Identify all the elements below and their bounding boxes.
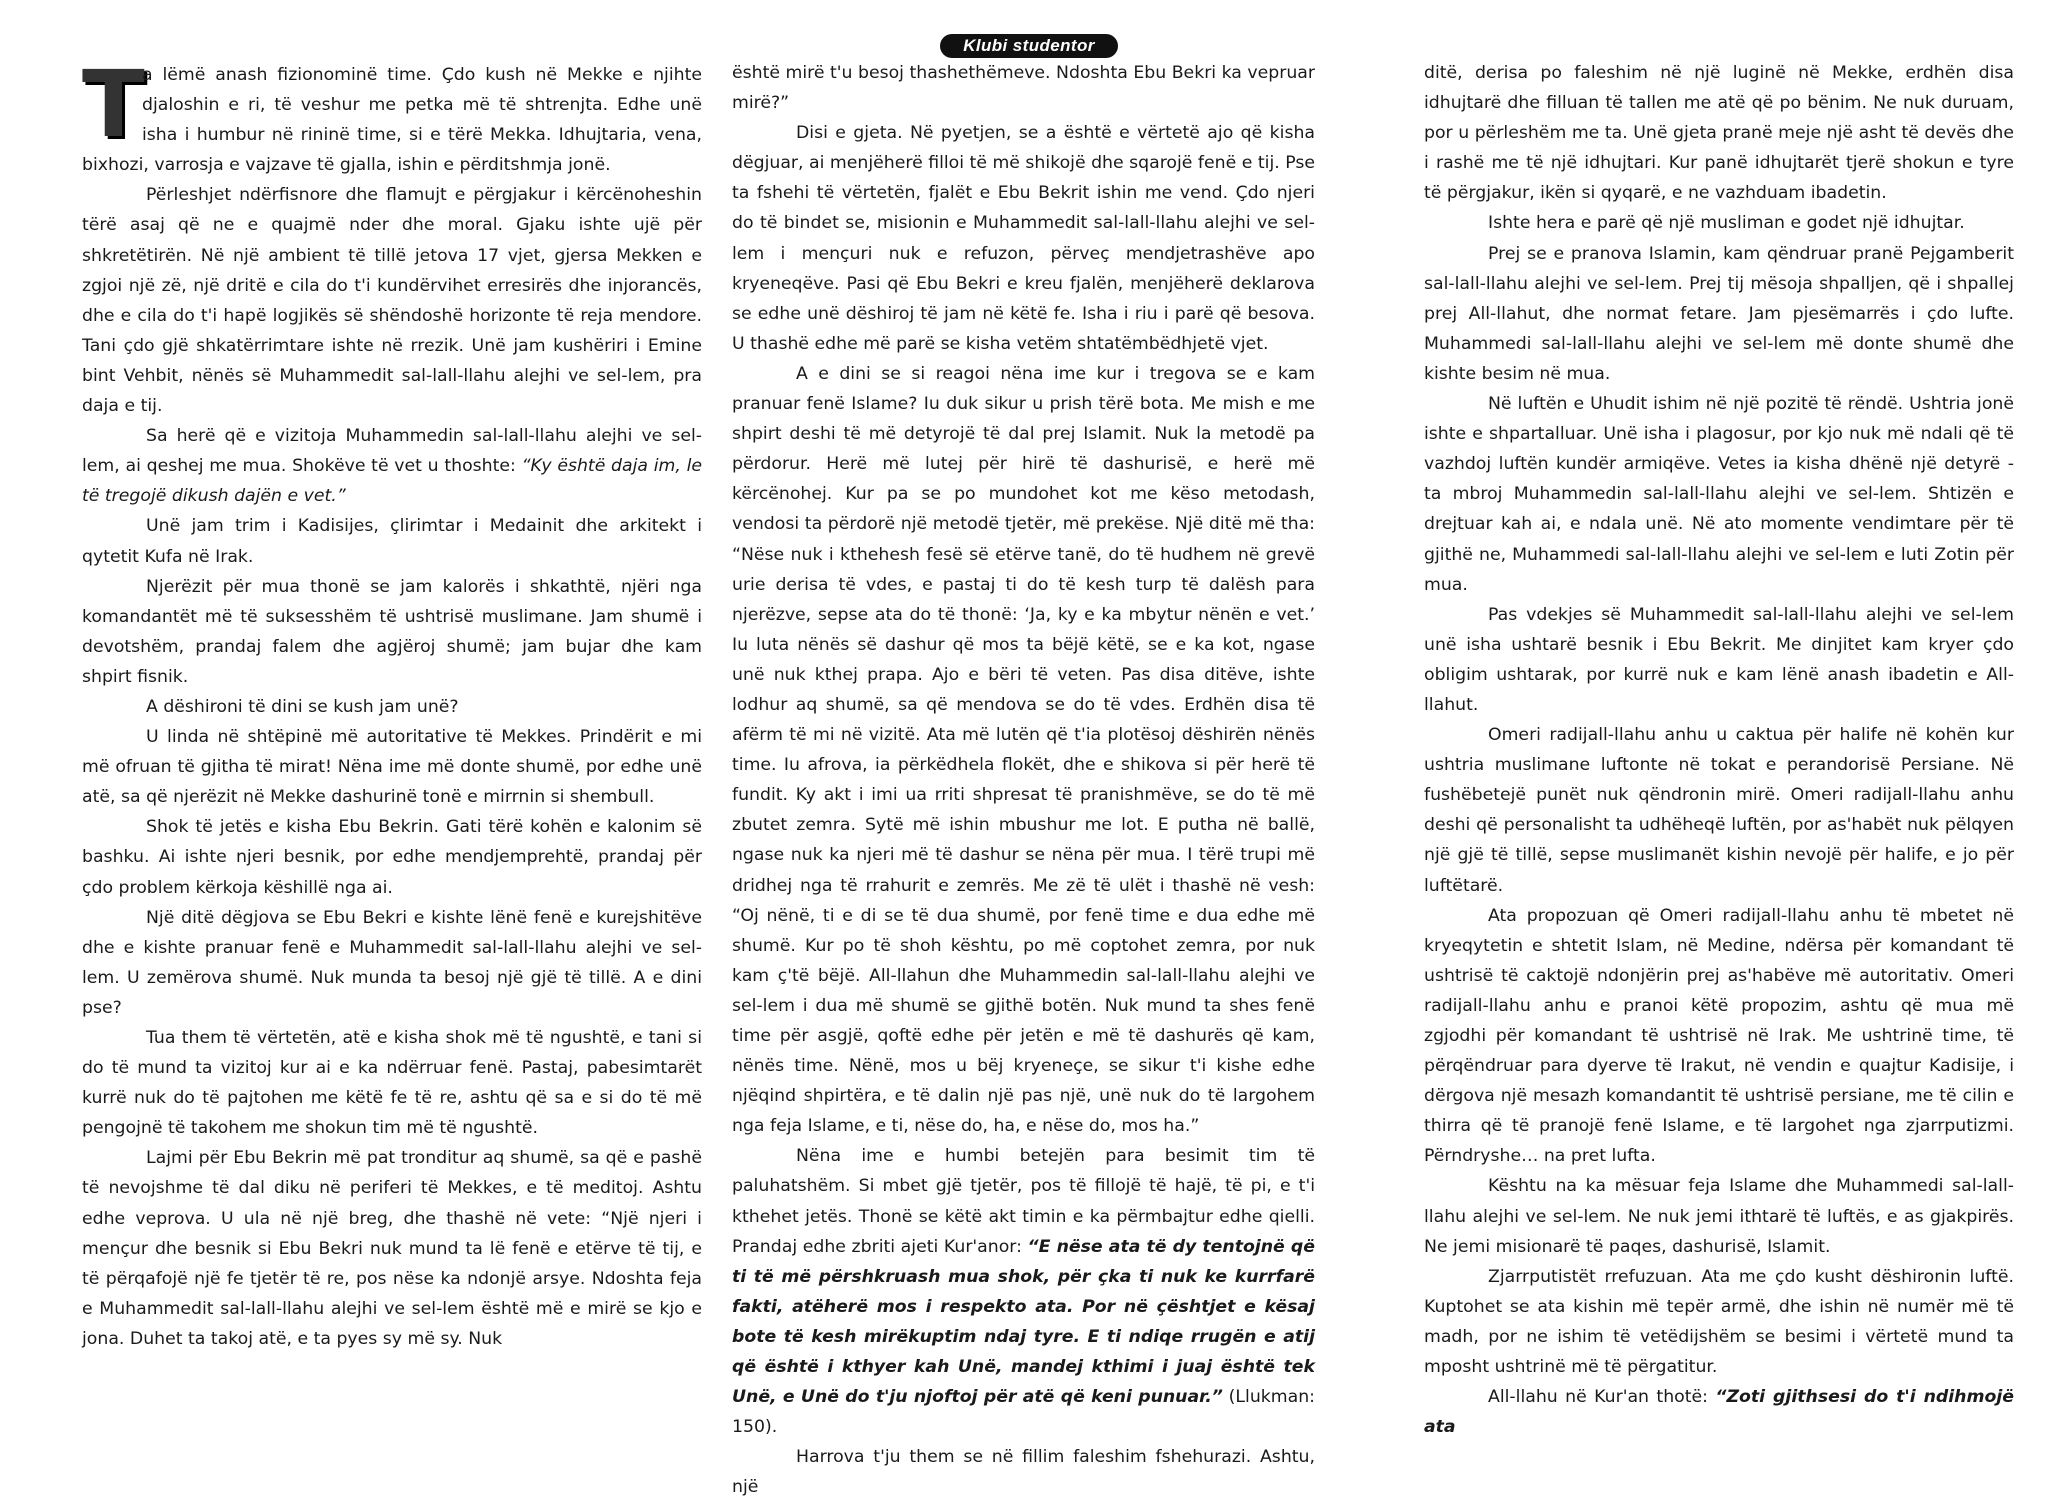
- quran-verse: “Zoti gjithsesi do t'i ndihmojë ata: [1424, 1387, 2014, 1438]
- paragraph: Njerëzit për mua thonë se jam kalorës i shkathtë, njëri nga komandantët më të suksesshëm të ushtrisë muslimane. Jam shumë i devotshëm, prandaj falem dhe agjëroj shumë; jam bujar dhe kam shpirt fisnik.: [82, 576, 702, 687]
- paragraph: Tua them të vërtetën, atë e kisha shok më të ngushtë, e tani si do të mund ta vizitoj kur ai e ka ndërruar fenë. Pastaj, pabesimtarët kurrë nuk do të pajtohen me këtë fe të re, ashtu që sa e si do të më pengojnë të takohem me shokun tim më të ngushtë.: [82, 1028, 702, 1139]
- paragraph: A e dini se si reagoi nëna ime kur i tregova se e kam pranuar fenë Islame? Iu duk sikur u prish tërë bota. Me mish e me shpirt deshi të më detyrojë të dal prej Islamit. Nuk la metodë pa përdorur. Herë më lutej për hirë të dashurisë, e herë më kërcënohej. Kur pa se po mundohet kot me këso metodash, vendosi ta përdorë një metodë tjetër, më prekëse. Një ditë më tha: “Nëse nuk i kthehesh fesë së etërve tanë, do të hudhem në grevë urie derisa të vdes, e pastaj ti do të kesh turp të dalësh para njerëzve, sepse ata do të thonë: ‘Ja, ky e ka mbytur nënën e vet.’ Iu luta nënës së dashur që mos ta bëjë këtë, se e ka kot, ngase unë nuk kthej prapa. Ajo e bëri të veten. Pas disa ditëve, ishte lodhur aq shumë, sa që mendova se do të vdes. Erdhën disa të afërm të mi në vizitë. Ata më lutën që t'ia plotësoj dëshirën nënës time. Iu afrova, ia përkëdhela flokët, dhe e shikova si për herë të fundit. Ky akt i imi ua rriti shpresat të pranishmëve, se do të më zbutet zemra. Sytë më ishin mbushur me lot. E putha në ballë, ngase nuk ka njeri më të dashur se nëna për mua. I tërë trupi më dridhej nga të rrahurit e zemrës. Me zë të ulët i thashë në vesh: “Oj nënë, ti e di se të dua shumë, por fenë time e dua edhe më shumë. Kur po të shoh kështu, po më coptohet zemra, por nuk kam ç'të bëjë. All-llahun dhe Muhammedin sal-lall-llahu alejhi ve sel-lem i dua më shumë se gjithë botën. Nuk mund ta shes fenë time për asgjë, qoftë edhe për jetën e më të dashurës që kam, nënës time. Nënë, mos u bëj kryeneçe, se sikur t'i kishe edhe njëqind shpirtëra, e të dalin një pas një, unë nuk do të largohem nga feja Islame, e ti, nëse do, ha, e nëse do, mos ha.”: [732, 363, 1315, 1137]
- paragraph: është mirë t'u besoj thashethëmeve. Ndoshta Ebu Bekri ka vepruar mirë?”: [732, 63, 1315, 114]
- paragraph: Lajmi për Ebu Bekrin më pat tronditur aq shumë, sa që e pashë të nevojshme të dal diku në periferi të Mekkes, e të meditoj. Ashtu edhe veprova. U ula në një breg, dhe thashë në vete: “Një njeri i mençur dhe besnik si Ebu Bekri nuk mund ta lë fenë e etërve të tij, e të përqafojë një fe tjetër të re, pos nëse ka ndonjë arsye. Ndoshta feja e Muhammedit sal-lall-llahu alejhi ve sel-lem është më e mirë se kjo e jona. Duhet ta takoj atë, e ta pyes sy më sy. Nuk: [82, 1148, 702, 1349]
- paragraph: Nëna ime e humbi betejën para besimit tim të paluhatshëm. Si mbet gjë tjetër, pos të fillojë të hajë, të pi, e t'i kthehet jetës. Thonë se këtë akt timin e ka përmbajtur edhe qielli. Prandaj edhe zbriti ajeti Kur'anor: “E nëse ata të dy tentojnë që ti të më përshkruash mua shok, për çka ti nuk ke kurrfarë fakti, atëherë mos i respekto ata. Por në çështjet e kësaj bote të kesh mirëkuptim ndaj tyre. E ti ndiqe rrugën e atij që është i kthyer kah Unë, mandej kthimi i juaj është tek Unë, e Unë do t'ju njoftoj për atë që keni punuar.” (Llukman: 150).: [732, 1146, 1316, 1438]
- column-1: [82, 51, 703, 1354]
- paragraph: All-llahu në Kur'an thotë: “Zoti gjithsesi do t'i ndihmojë ata: [1424, 1387, 2014, 1438]
- paragraph: Përleshjet ndërfisnore dhe flamujt e përgjakur i kërcënoheshin tërë asaj që ne e quajmë nder dhe moral. Gjaku ishte ujë për shkretëtirën. Në një ambient të tillë jetova 17 vjet, gjersa Mekken e zgjoi një zë, një dritë e cila do t'i kundërvihet erresirës dhe injorancës, dhe e cila do t'i hapë logjikës së shëndoshë horizonte të reja mendore. Tani çdo gjë shkatërrimtare ishte në rrezik. Unë jam kushëriri i Emine bint Vehbit, nënës së Muhammedit sal-lall-llahu alejhi ve sel-lem, pra daja e tij.: [82, 185, 702, 417]
- quote: “Ky është daja im, le të tregojë dikush dajën e vet.”: [82, 456, 703, 507]
- paragraph: Sa herë që e vizitoja Muhammedin sal-lall-llahu alejhi ve sel-lem, ai qeshej me mua. Shokëve të vet u thoshte: “Ky është daja im, le të tregojë dikush dajën e vet.”: [82, 426, 703, 507]
- paragraph: Prej se e pranova Islamin, kam qëndruar pranë Pejgamberit sal-lall-llahu alejhi ve sel-lem. Prej tij mësoja shpalljen, që i shpallej prej All-llahut, dhe normat fetare. Jam pjesëmarrës i çdo lufte. Muhammedi sal-lall-llahu alejhi ve sel-lem më donte shumë dhe kishte besim në mua.: [1424, 243, 2014, 384]
- paragraph: Zjarrputistët rrefuzuan. Ata me çdo kusht dëshironin luftë. Kuptohet se ata kishin më tepër armë, dhe ishin në numër më të madh, por ne ishim të vetëdijshëm se besimi i vërtetë mund ta mposht ushtrinë më të përgatitur.: [1424, 1266, 2014, 1378]
- paragraph: Kështu na ka mësuar feja Islame dhe Muhammedi sal-lall-llahu alejhi ve sel-lem. Ne nuk jemi ithtarë të luftës, e as gjakpirës. Ne jemi misionarë të paqes, dashurisë, Islamit.: [1424, 1176, 2014, 1257]
- paragraph: Në luftën e Uhudit ishim në një pozitë të rëndë. Ushtria jonë ishte e shpartalluar. Unë isha i plagosur, por kjo nuk më ndali që të vazhdoj luftën kundër armiqëve. Vetes ia kisha dhënë një detyrë - ta mbroj Muhammedin sal-lall-llahu alejhi ve sel-lem. Shtizën e drejtuar kah ai, e ndala unë. Në ato momente vendimtare për të gjithë ne, Muhammedi sal-lall-llahu alejhi ve sel-lem e luti Zotin për mua.: [1424, 394, 2014, 595]
- quran-verse: “E nëse ata të dy tentojnë që ti të më përshkruash mua shok, për çka ti nuk ke kurrfarë fakti, atëherë mos i respekto ata. Por në çështjet e kësaj bote të kesh mirëkuptim ndaj tyre. E ti ndiqe rrugën e atij që është i kthyer kah Unë, mandej kthimi i juaj është tek Unë, e Unë do t'ju njoftoj për atë që keni punuar.”: [732, 1236, 1316, 1408]
- paragraph: Harrova t'ju them se në fillim faleshim fshehurazi. Ashtu, një: [732, 1447, 1315, 1498]
- paragraph: A dëshironi të dini se kush jam unë?: [146, 696, 459, 717]
- paragraph: Pas vdekjes së Muhammedit sal-lall-llahu alejhi ve sel-lem unë isha ushtarë besnik i Ebu Bekrit. Me dinjitet kam kryer çdo obligim ushtarak, por kurrë nuk e kam lënë anash ibadetin e All-llahut.: [1424, 604, 2014, 715]
- paragraph: T a lëmë anash fizionominë time. Çdo kush në Mekke e njihte djaloshin e ri, të veshur me petka më të shtrenjta. Edhe unë isha i humbur në rininë time, si e tërë Mekka. Idhujtaria, vena, bixhozi, varrosja e vajzave të gjalla, ishin e përditshmja jonë.: [82, 51, 702, 176]
- paragraph: ditë, derisa po faleshim në një luginë në Mekke, erdhën disa idhujtarë dhe filluan të tallen me atë që po bënim. Ne nuk duruam, por u përleshëm me ta. Unë gjeta pranë meje një asht të devës dhe i rashë me të një idhujtari. Kur panë idhujtarët tjerë shokun e tyre të përgjakur, ikën si qyqarë, e ne vazhduam ibadetin.: [1424, 63, 2014, 204]
- section-banner: Klubi studentor: [940, 34, 1118, 58]
- column-2: [732, 58, 1315, 1503]
- drop-cap: T: [82, 51, 145, 158]
- column-3: [1424, 58, 2014, 1442]
- paragraph: U linda në shtëpinë më autoritative të Mekkes. Prindërit e mi më ofruan të gjitha të mirat! Nëna ime më donte shumë, por edhe unë atë, sa që njerëzit në Mekke dashurinë tonë e mirrnin si shembull.: [82, 727, 702, 808]
- paragraph: Omeri radijall-llahu anhu u caktua për halife në kohën kur ushtria muslimane luftonte në tokat e perandorisë Persiane. Në fushëbetejë punët nuk qëndronin mirë. Omeri radijall-llahu anhu deshi që personalisht ta udhëheqë luftën, por as'habët nuk pëlqyen një gjë të tillë, sepse muslimanët kishin nevojë për halife, e jo për luftëtarë.: [1424, 725, 2014, 896]
- paragraph: Disi e gjeta. Në pyetjen, se a është e vërtetë ajo që kisha dëgjuar, ai menjëherë filloi të më shikojë dhe sqarojë fenë e tij. Pse ta fshehi të vërtetën, fjalët e Ebu Bekrit ishin me vend. Çdo njeri do të bindet se, misionin e Muhammedit sal-lall-llahu alejhi ve sel-lem i mençuri nuk e refuzon, përveç mendjetrashëve apo kryeneqëve. Pasi që Ebu Bekri e kreu fjalën, menjëherë deklarova se edhe unë dëshiroj të jam në këtë fe. Isha i riu i parë që besova. U thashë edhe më parë se kisha vetëm shtatëmbëdhjetë vjet.: [732, 123, 1315, 354]
- paragraph: Një ditë dëgjova se Ebu Bekri e kishte lënë fenë e kurejshitëve dhe e kishte pranuar fenë e Muhammedit sal-lall-llahu alejhi ve sel-lem. U zemërova shumë. Nuk munda ta besoj një gjë të tillë. A e dini pse?: [82, 907, 702, 1018]
- paragraph: Ata propozuan që Omeri radijall-llahu anhu të mbetet në kryeqytetin e shtetit Islam, në Medine, ndërsa për komandant të ushtrisë të caktojë ndonjërin prej as'habëve më autoritativ. Omeri radijall-llahu anhu e pranoi këtë propozim, ashtu që mua më zgjodhi për komandant të ushtrisë në Irak. Me ushtrinë time, të përqëndruar para dyerve të Irakut, në vendin e quajtur Kadisije, i dërgova një mesazh komandantit të ushtrisë persiane, me të cilin e thirra që të pranojë fenë Islame, e të largohet nga zjarrputizmi. Përndryshe… na pret lufta.: [1424, 905, 2014, 1167]
- paragraph: Unë jam trim i Kadisijes, çlirimtar i Medainit dhe arkitekt i qytetit Kufa në Irak.: [82, 516, 702, 567]
- paragraph: Shok të jetës e kisha Ebu Bekrin. Gati tërë kohën e kalonim së bashku. Ai ishte njeri besnik, por edhe mendjemprehtë, prandaj për çdo problem kërkoja këshillë nga ai.: [82, 817, 702, 898]
- paragraph: Ishte hera e parë që një musliman e godet një idhujtar.: [1488, 213, 1965, 234]
